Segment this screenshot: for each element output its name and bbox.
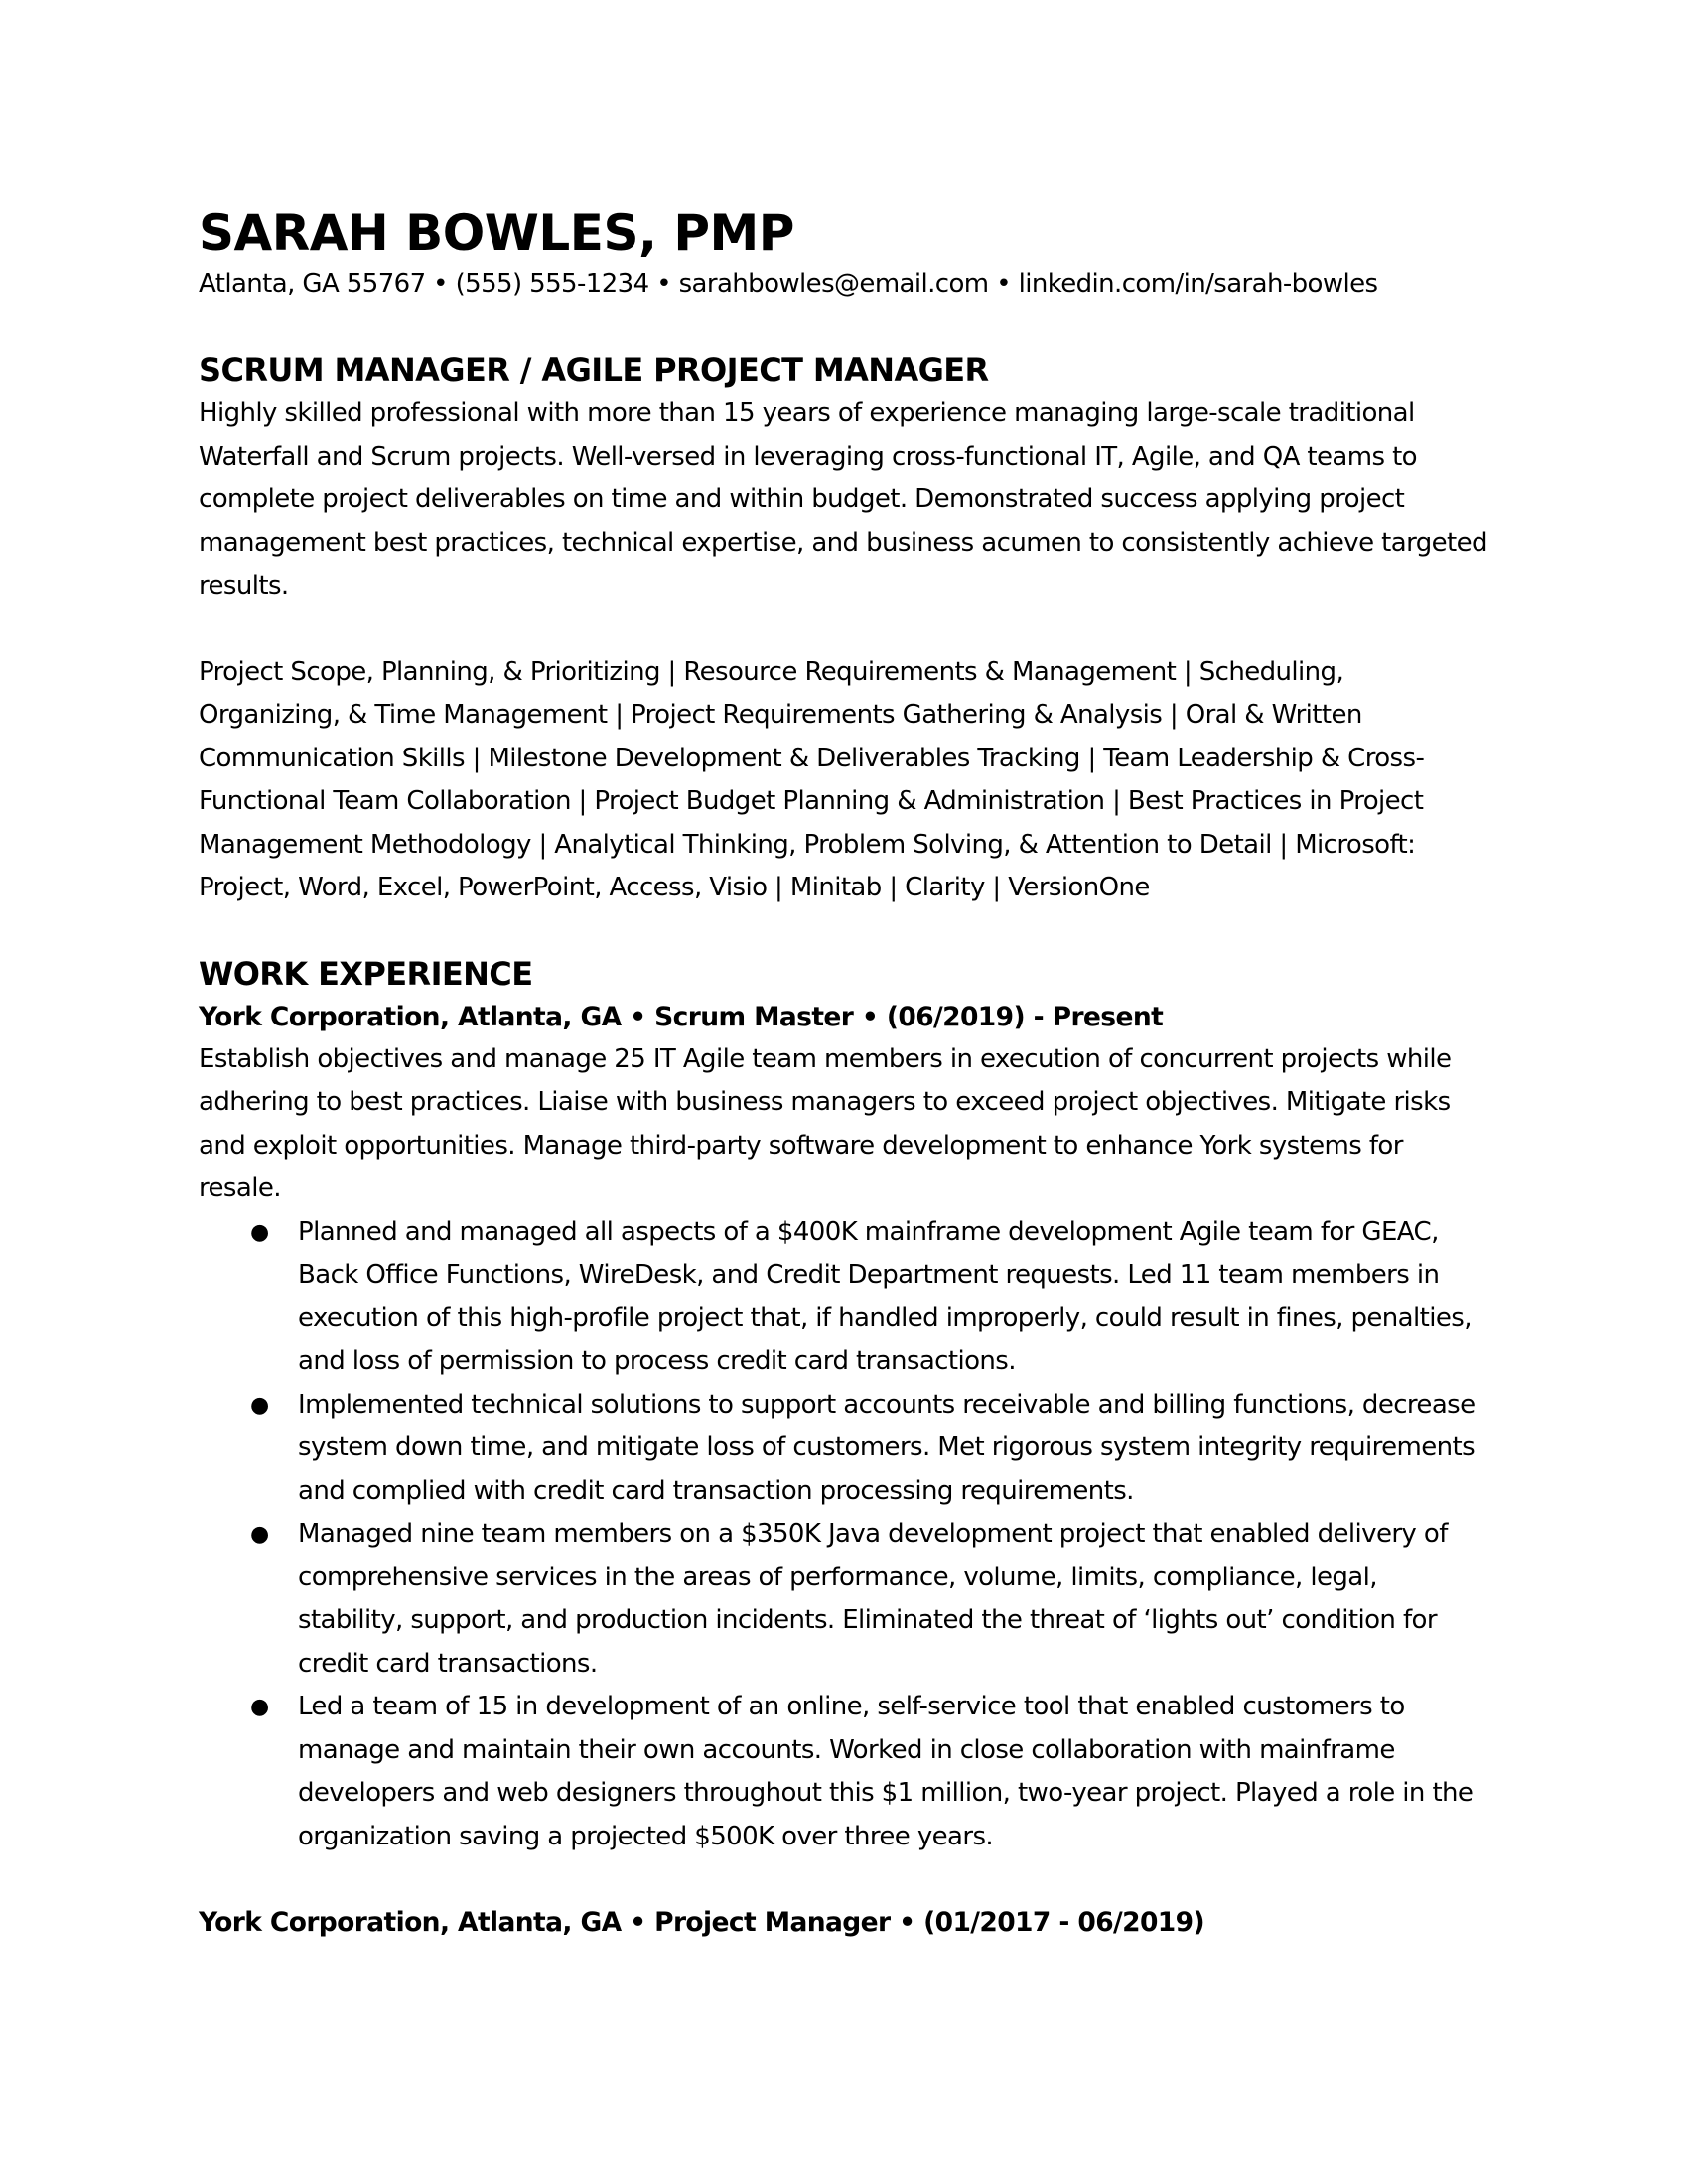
job-entry <box>199 1901 1489 1944</box>
bullet-icon: ● <box>250 1219 269 1245</box>
job-entry <box>199 996 1489 1859</box>
list-item <box>199 1384 1489 1514</box>
summary-text: Highly skilled professional with more than 15 years of experience managing large-scale traditional Waterfall and Scrum projects. Well-versed in leveraging cross-functional IT, Agile, and QA teams to complete project deliverables on time and within budget. Demonstrated success applying project management best practices, technical expertise, and business acumen to consistently achieve targeted results. <box>199 398 1487 601</box>
bullet-text: Led a team of 15 in development of an online, self-service tool that enabled customers to manage and maintain their own accounts. Worked in close collaboration with mainframe developers and web designers throughout this $1 million, two-year project. Played a role in the organization saving a projected $500K over three years. <box>298 1692 1474 1851</box>
job-description: Establish objectives and manage 25 IT Agile team members in execution of concurrent projects while adhering to best practices. Liaise with business managers to exceed project objectives. Mitigate risks and exploit opportunities. Manage third-party software development to enhance York systems for resale. <box>199 1043 1452 1203</box>
bullet-icon: ● <box>250 1522 269 1547</box>
summary-section <box>199 349 1489 910</box>
candidate-name: SARAH BOWLES, PMP <box>199 205 794 262</box>
job-bullets <box>199 1211 1489 1859</box>
list-item <box>199 1686 1489 1858</box>
bullet-text: Planned and managed all aspects of a $400K mainframe development Agile team for GEAC, Back Office Functions, WireDesk, and Credit Department requests. Led 11 team members in execution of this high-profile project that, if handled improperly, could result in fines, penalties, and loss of permission to process credit card transactions. <box>298 1216 1472 1376</box>
list-item <box>199 1211 1489 1384</box>
resume-page <box>199 204 1489 1944</box>
job-title: York Corporation, Atlanta, GA • Scrum Master • (06/2019) - Present <box>199 1001 1164 1032</box>
work-experience-heading: WORK EXPERIENCE <box>199 954 533 993</box>
work-experience-section <box>199 953 1489 1945</box>
bullet-icon: ● <box>250 1695 269 1719</box>
bullet-text: Managed nine team members on a $350K Java development project that enabled delivery of comprehensive services in the areas of performance, volume, limits, compliance, legal, stability, support, and production incidents. Eliminated the threat of ‘lights out’ condition for credit card transactions. <box>298 1519 1448 1679</box>
bullet-text: Implemented technical solutions to support accounts receivable and billing functions, decrease system down time, and mitigate loss of customers. Met rigorous system integrity requirements and complied with credit card transaction processing requirements. <box>298 1389 1476 1506</box>
contact-line: Atlanta, GA 55767 • (555) 555-1234 • sarahbowles@email.com • linkedin.com/in/sarah-bowles <box>199 269 1378 299</box>
summary-heading: SCRUM MANAGER / AGILE PROJECT MANAGER <box>199 351 989 389</box>
skills-list: Project Scope, Planning, & Prioritizing | Resource Requirements & Management | Scheduling, Organizing, & Time Management | Project Requirements Gathering & Analysis | Oral & Written Communication Skills | Milestone Development & Deliverables Tracking | Team Leadership & Cross-Functional Team Collaboration | Project Budget Planning & Administration | Best Practices in Project Management Methodology | Analytical Thinking, Problem Solving, & Attention to Detail | Microsoft: Project, Word, Excel, PowerPoint, Access, Visio | Minitab | Clarity | VersionOne <box>199 656 1425 902</box>
list-item <box>199 1513 1489 1686</box>
bullet-icon: ● <box>250 1392 269 1418</box>
job-title: York Corporation, Atlanta, GA • Project Manager • (01/2017 - 06/2019) <box>199 1907 1204 1938</box>
